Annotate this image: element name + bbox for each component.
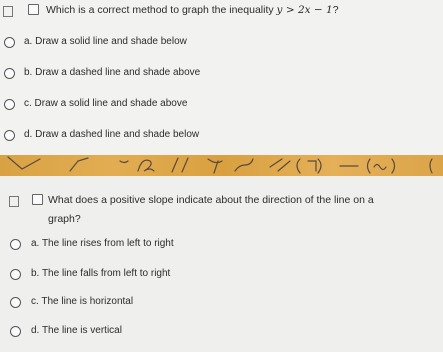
flag-icon[interactable] [9,196,19,207]
radio-option-b[interactable] [10,269,21,280]
radio-option-d[interactable] [4,130,15,141]
question-2-prompt-line-2: graph? [48,213,81,225]
radio-option-b[interactable] [4,68,15,79]
radio-option-a[interactable] [4,37,15,48]
option-label-c[interactable]: c. The line is horizontal [31,296,134,307]
option-label-b[interactable]: b. Draw a dashed line and shade above [24,67,201,78]
question-checkbox-icon[interactable] [32,194,43,205]
question-1-card [0,0,443,155]
radio-option-d[interactable] [10,326,21,337]
option-label-b[interactable]: b. The line falls from left to right [31,268,171,279]
option-label-d[interactable]: d. The line is vertical [31,325,122,336]
option-label-a[interactable]: a. The line rises from left to right [31,238,174,249]
question-2-prompt-line-1: What does a positive slope indicate about the direction of the line on a [48,194,374,206]
option-label-c[interactable]: c. Draw a solid line and shade above [24,98,188,109]
option-label-a[interactable]: a. Draw a solid line and shade below [24,36,187,47]
question-2-prompt [48,191,374,229]
radio-option-c[interactable] [10,297,21,308]
radio-option-c[interactable] [4,99,15,110]
handwritten-scribbles [0,155,443,176]
question-1-inequality: y > 2x − 1 [276,4,333,16]
question-2-card [0,176,443,352]
option-label-d[interactable]: d. Draw a dashed line and shade below [24,129,200,140]
question-checkbox-icon[interactable] [28,4,39,15]
question-1-prompt-end: ? [332,4,339,16]
radio-option-a[interactable] [10,239,21,250]
scribble-strip [0,155,443,176]
question-1-prompt [46,1,339,20]
flag-icon[interactable] [3,6,13,17]
question-1-prompt-text: Which is a correct method to graph the inequality [46,4,277,16]
